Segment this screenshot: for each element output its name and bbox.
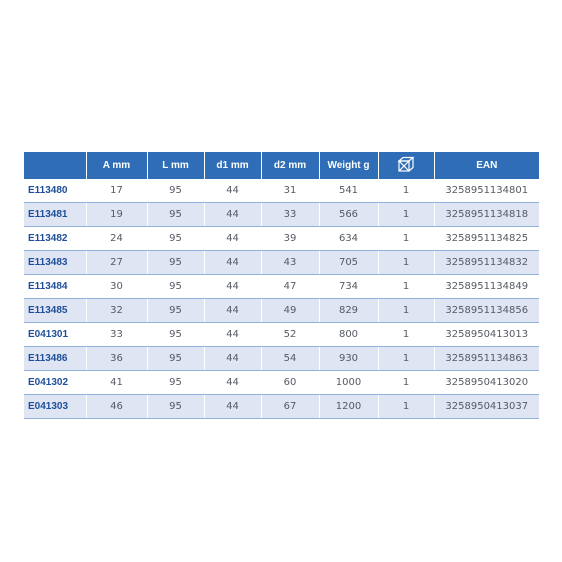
header-d1-mm: d1 mm bbox=[204, 152, 261, 179]
cell-ean: 3258951134825 bbox=[434, 227, 539, 251]
header-weight: Weight g bbox=[319, 152, 378, 179]
cell-ean: 3258951134832 bbox=[434, 251, 539, 275]
cell-d1-mm: 44 bbox=[204, 395, 261, 419]
table-row bbox=[24, 275, 539, 299]
cell-package-quantity: 1 bbox=[378, 227, 434, 251]
cell-l-mm: 95 bbox=[147, 299, 204, 323]
cell-weight: 541 bbox=[319, 179, 378, 203]
cell-d2-mm: 52 bbox=[261, 323, 319, 347]
cell-a-mm: 30 bbox=[86, 275, 147, 299]
cell-reference: E113485 bbox=[24, 299, 86, 323]
cell-d1-mm: 44 bbox=[204, 323, 261, 347]
cell-ean: 3258950413013 bbox=[434, 323, 539, 347]
cell-a-mm: 27 bbox=[86, 251, 147, 275]
cell-d1-mm: 44 bbox=[204, 251, 261, 275]
header-l-mm: L mm bbox=[147, 152, 204, 179]
cell-reference: E041303 bbox=[24, 395, 86, 419]
cell-package-quantity: 1 bbox=[378, 371, 434, 395]
cell-weight: 566 bbox=[319, 203, 378, 227]
cell-d2-mm: 31 bbox=[261, 179, 319, 203]
cell-ean: 3258951134849 bbox=[434, 275, 539, 299]
cell-ean: 3258951134863 bbox=[434, 347, 539, 371]
cell-package-quantity: 1 bbox=[378, 251, 434, 275]
cell-package-quantity: 1 bbox=[378, 347, 434, 371]
cell-ean: 3258951134801 bbox=[434, 179, 539, 203]
cell-package-quantity: 1 bbox=[378, 323, 434, 347]
cell-package-quantity: 1 bbox=[378, 179, 434, 203]
cell-a-mm: 41 bbox=[86, 371, 147, 395]
cell-reference: E113486 bbox=[24, 347, 86, 371]
cell-reference: E113483 bbox=[24, 251, 86, 275]
cell-d1-mm: 44 bbox=[204, 347, 261, 371]
cell-a-mm: 24 bbox=[86, 227, 147, 251]
cell-d2-mm: 67 bbox=[261, 395, 319, 419]
cell-d1-mm: 44 bbox=[204, 179, 261, 203]
cell-d2-mm: 39 bbox=[261, 227, 319, 251]
product-spec-table bbox=[24, 152, 539, 419]
cell-l-mm: 95 bbox=[147, 395, 204, 419]
cell-d1-mm: 44 bbox=[204, 203, 261, 227]
cell-a-mm: 17 bbox=[86, 179, 147, 203]
cell-weight: 930 bbox=[319, 347, 378, 371]
cell-d1-mm: 44 bbox=[204, 227, 261, 251]
cell-ean: 3258950413037 bbox=[434, 395, 539, 419]
package-box-icon bbox=[397, 156, 415, 176]
cell-l-mm: 95 bbox=[147, 203, 204, 227]
header-a-mm: A mm bbox=[86, 152, 147, 179]
cell-weight: 829 bbox=[319, 299, 378, 323]
cell-weight: 705 bbox=[319, 251, 378, 275]
table-row bbox=[24, 299, 539, 323]
cell-weight: 734 bbox=[319, 275, 378, 299]
header-reference bbox=[24, 152, 86, 179]
header-ean: EAN bbox=[434, 152, 539, 179]
header-d2-mm: d2 mm bbox=[261, 152, 319, 179]
table-row bbox=[24, 179, 539, 203]
cell-l-mm: 95 bbox=[147, 323, 204, 347]
table-row bbox=[24, 227, 539, 251]
cell-a-mm: 33 bbox=[86, 323, 147, 347]
cell-ean: 3258951134818 bbox=[434, 203, 539, 227]
cell-l-mm: 95 bbox=[147, 179, 204, 203]
table-header-row bbox=[24, 152, 539, 179]
table-row bbox=[24, 347, 539, 371]
table-row bbox=[24, 251, 539, 275]
header-package-quantity bbox=[378, 152, 434, 179]
table-row bbox=[24, 395, 539, 419]
cell-a-mm: 36 bbox=[86, 347, 147, 371]
cell-d1-mm: 44 bbox=[204, 275, 261, 299]
cell-weight: 1200 bbox=[319, 395, 378, 419]
cell-a-mm: 46 bbox=[86, 395, 147, 419]
cell-reference: E113481 bbox=[24, 203, 86, 227]
cell-l-mm: 95 bbox=[147, 347, 204, 371]
cell-d2-mm: 43 bbox=[261, 251, 319, 275]
cell-reference: E113480 bbox=[24, 179, 86, 203]
cell-weight: 1000 bbox=[319, 371, 378, 395]
cell-l-mm: 95 bbox=[147, 251, 204, 275]
cell-d2-mm: 47 bbox=[261, 275, 319, 299]
table-row bbox=[24, 323, 539, 347]
cell-weight: 634 bbox=[319, 227, 378, 251]
cell-d2-mm: 33 bbox=[261, 203, 319, 227]
cell-reference: E113484 bbox=[24, 275, 86, 299]
cell-d2-mm: 60 bbox=[261, 371, 319, 395]
cell-ean: 3258950413020 bbox=[434, 371, 539, 395]
cell-package-quantity: 1 bbox=[378, 299, 434, 323]
cell-d2-mm: 54 bbox=[261, 347, 319, 371]
cell-reference: E113482 bbox=[24, 227, 86, 251]
cell-l-mm: 95 bbox=[147, 371, 204, 395]
cell-a-mm: 19 bbox=[86, 203, 147, 227]
cell-reference: E041302 bbox=[24, 371, 86, 395]
cell-package-quantity: 1 bbox=[378, 275, 434, 299]
cell-d2-mm: 49 bbox=[261, 299, 319, 323]
cell-l-mm: 95 bbox=[147, 275, 204, 299]
table-body bbox=[24, 179, 539, 419]
cell-package-quantity: 1 bbox=[378, 395, 434, 419]
cell-package-quantity: 1 bbox=[378, 203, 434, 227]
cell-reference: E041301 bbox=[24, 323, 86, 347]
table-row bbox=[24, 203, 539, 227]
cell-a-mm: 32 bbox=[86, 299, 147, 323]
cell-weight: 800 bbox=[319, 323, 378, 347]
cell-ean: 3258951134856 bbox=[434, 299, 539, 323]
cell-d1-mm: 44 bbox=[204, 299, 261, 323]
cell-l-mm: 95 bbox=[147, 227, 204, 251]
cell-d1-mm: 44 bbox=[204, 371, 261, 395]
table-row bbox=[24, 371, 539, 395]
